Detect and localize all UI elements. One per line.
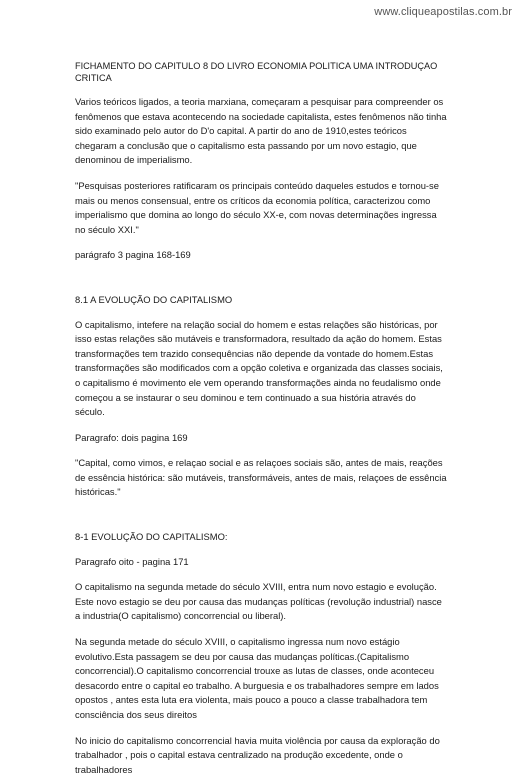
section-heading-evolution: 8.1 A EVOLUÇÃO DO CAPITALISMO [75, 293, 233, 305]
paragraph-capitalism-relations: O capitalismo, intefere na relação social do homem e estas relações são históricas, por isso estas relações são mutáveis e transformadora, resultado da ação do homem. Estas transformações tem trazido consequências não depende da vontade do homem.Estas transformações são modificados com a opção coletiva e organizada das classes sociais, o capitalismo é movimento ele vem operando transformações ainda no feudalismo onde começou a se instaurar o seu dominou e tem continuado a sua história através do século. [75, 318, 443, 418]
quote-imperialism: "Pesquisas posteriores ratificaram os principais conteúdo daqueles estudos e tornou-se mais ou menos consensual, entre os críticos da economia política, caracterizou como imperialismo que domina ao longo do século XX-e, com novas determinações ingressa no século XXI." [75, 179, 439, 235]
paragraph-competitive-capitalism: Na segunda metade do século XVIII, o capitalismo ingressa num novo estágio evolutivo.Esta passagem se deu por causa das mudanças políticas.(Capitalismo concorrencial).O capitalismo concorrencial trouxe as lutas de classes, onde aconteceu desacordo entre o capital eo trabalho. A burguesia e os trabalhadores sempre em lados opostos , antes esta luta era violenta, mais pouco a pouco a classe trabalhadora tem consciência dos seus direitos [75, 636, 439, 720]
reference-paragraph-2: Paragrafo: dois pagina 169 [75, 431, 188, 443]
quote-capital: "Capital, como vimos, e relaçao social e as relaçoes sociais são, antes de mais, reações de essência histórica: são mutáveis, transformáveis, antes de mais, relaçoes de essência históricas." [75, 457, 447, 498]
document-title: FICHAMENTO DO CAPITULO 8 DO LIVRO ECONOMIA POLITICA UMA INTRODUÇAO CRITICA [75, 61, 438, 83]
reference-paragraph-8: Paragrafo oito - pagina 171 [75, 555, 189, 567]
paragraph-early-capitalism: No inicio do capitalismo concorrencial havia muita violência por causa da exploração do trabalhador , pois o capital estava centralizado na produção excedente, onde o trabalhadores [75, 734, 440, 775]
paragraph-xviii-century: O capitalismo na segunda metade do século XVIII, entra num novo estagio e evolução. Este novo estagio se deu por causa das mudanças políticas (revolução industrial) nasce a industria(O capitalismo) concorrencial ou liberal). [75, 581, 442, 622]
document-page [75, 60, 447, 777]
watermark: www.cliqueapostilas.com.br [374, 6, 512, 18]
reference-paragraph-3: parágrafo 3 pagina 168-169 [75, 249, 191, 261]
section-heading-evolution-2: 8-1 EVOLUÇÃO DO CAPITALISMO: [75, 531, 228, 543]
paragraph-intro: Varios teóricos ligados, a teoria marxiana, começaram a pesquisar para compreender os fenômenos que estava acontecendo na sociedade capitalista, estes fenômenos não tinha sido examinado pelo autor do D'o capital. A partir do ano de 1910,estes teóricos chegaram a conclusão que o capitalismo esta passando por um novo estagio, que denominou de imperialismo. [75, 96, 447, 166]
